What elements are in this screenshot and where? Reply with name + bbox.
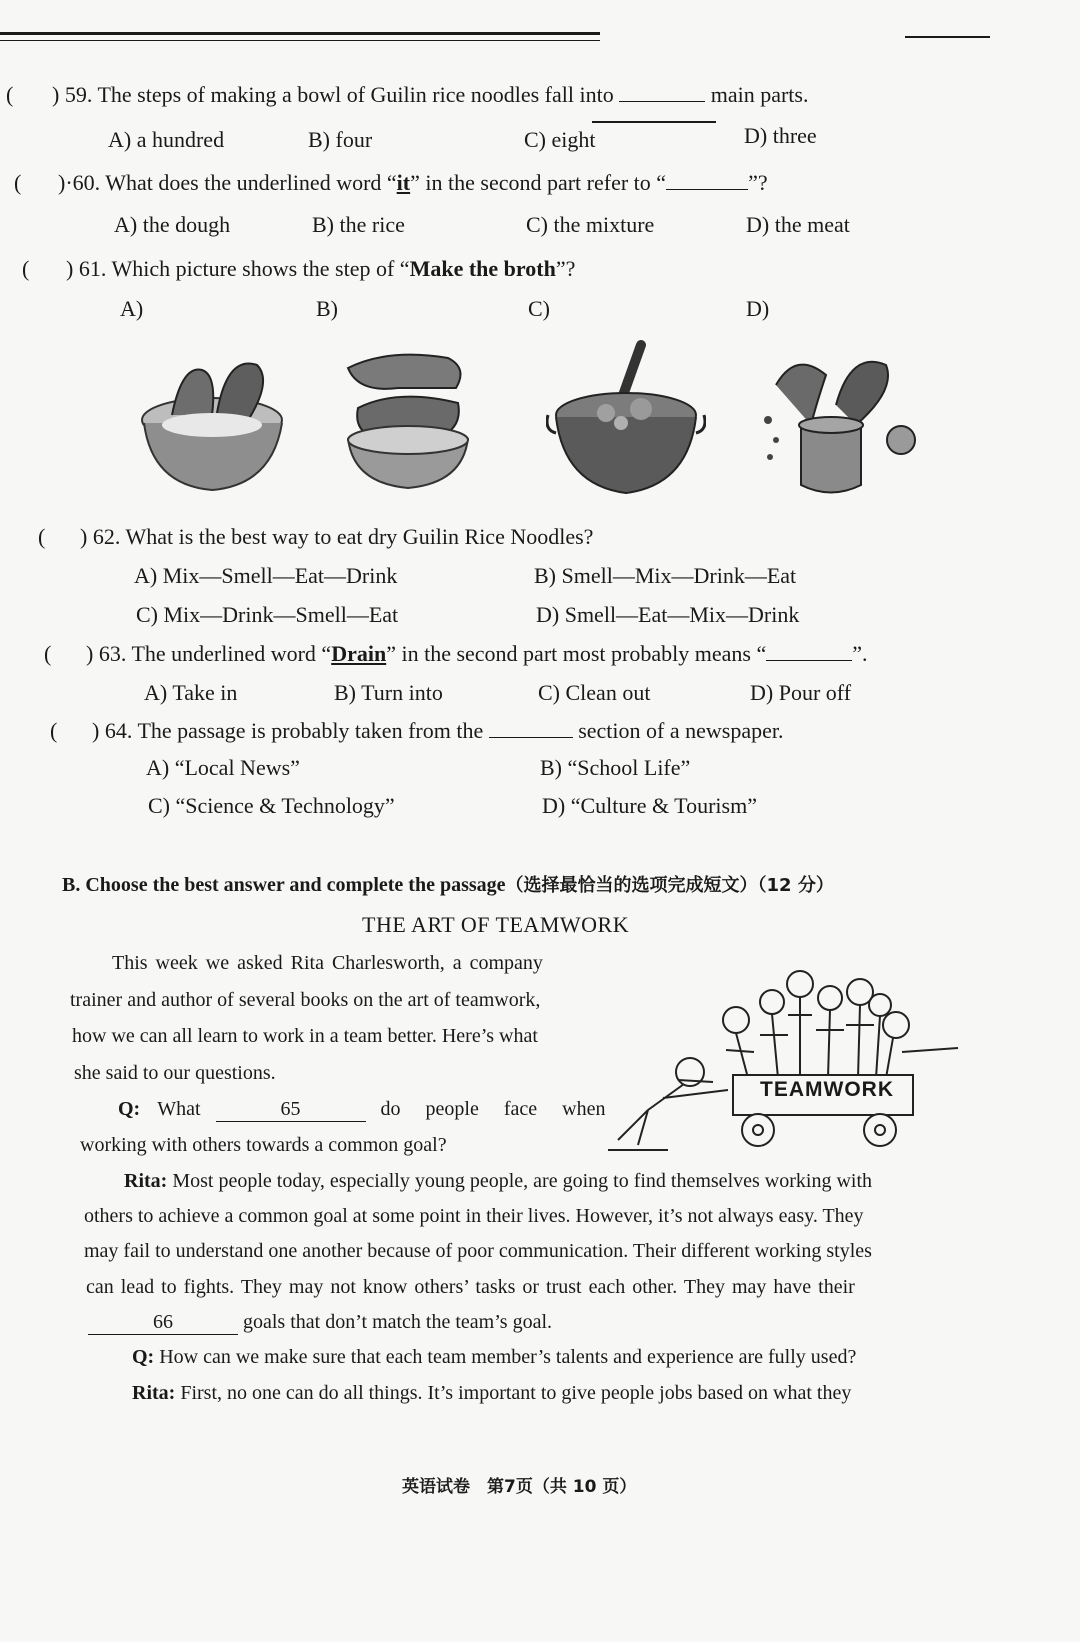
q62-number: ) 62. — [80, 524, 121, 549]
q60-keyword: it — [396, 170, 411, 195]
q61-keyword: Make the broth — [409, 256, 556, 281]
page-footer: 英语试卷 第7页（共 10 页） — [402, 1477, 637, 1497]
top-rule-thick — [0, 32, 600, 35]
q1-line-1 — [118, 1098, 605, 1122]
q2-text: How can we make sure that each team member’s talents and experience are fully used? — [159, 1346, 857, 1368]
stray-line — [592, 121, 716, 123]
q59-stem — [52, 82, 808, 108]
q61-label-a: A) — [120, 296, 144, 321]
q60-option-b: B) the rice — [312, 212, 405, 237]
q1-text-after: do people face when — [380, 1098, 606, 1120]
rita2-text: First, no one can do all things. It’s important to give people jobs based on what they — [180, 1382, 852, 1404]
q63-text: The underlined word “ — [131, 641, 332, 666]
q63-keyword: Drain — [331, 641, 387, 666]
picture-a-bowl-hands — [132, 345, 292, 505]
q61-label-b: B) — [316, 296, 338, 321]
passage-title: THE ART OF TEAMWORK — [362, 912, 630, 937]
q59-option-c: C) eight — [524, 127, 596, 152]
q64-number: ) 64. — [92, 718, 133, 743]
rita-text-1: Most people today, especially young people, are going to find themselves working with — [172, 1170, 872, 1192]
rita2-line — [132, 1382, 851, 1405]
q64-stem — [92, 718, 783, 744]
line-66 — [88, 1311, 552, 1335]
top-rule-thin — [0, 40, 600, 41]
q59-option-d: D) three — [744, 123, 817, 148]
intro-line-2: trainer and author of several books on the art of teamwork, — [70, 989, 541, 1011]
q60-option-a: A) the dough — [114, 212, 231, 237]
section-b-heading-cn: （选择最恰当的选项完成短文）（12 分） — [505, 875, 834, 896]
q59-option-a: A) a hundred — [108, 127, 225, 152]
q59-text-after: main parts. — [710, 82, 809, 107]
blank-66 — [88, 1311, 238, 1335]
q63-paren: ( — [44, 641, 52, 666]
rita-line-2: others to achieve a common goal at some point in their lives. However, it’s not always easy. They — [84, 1205, 864, 1227]
q1-text-before: What — [157, 1098, 201, 1120]
section-b-heading — [62, 871, 834, 897]
q62-option-c: C) Mix—Drink—Smell—Eat — [136, 602, 399, 627]
intro-line-4: she said to our questions. — [74, 1062, 276, 1084]
section-b-heading-en: B. Choose the best answer and complete the passage — [62, 874, 506, 896]
q60-option-d: D) the meat — [746, 212, 850, 237]
q63-number: ) 63. — [86, 641, 127, 666]
q62-option-a: A) Mix—Smell—Eat—Drink — [134, 563, 398, 588]
q59-option-b: B) four — [308, 127, 373, 152]
q64-option-d: D) “Culture & Tourism” — [542, 793, 757, 818]
q59-number: ) 59. — [52, 82, 93, 107]
q62-paren: ( — [38, 524, 46, 549]
q60-blank — [666, 171, 748, 190]
q61-label-d: D) — [746, 296, 770, 321]
q63-blank — [766, 642, 852, 661]
rita-line-1 — [124, 1170, 872, 1193]
q64-paren: ( — [50, 718, 58, 743]
intro-line-3: how we can all learn to work in a team better. Here’s what — [72, 1025, 538, 1047]
q59-text: The steps of making a bowl of Guilin rice noodles fall into — [97, 82, 614, 107]
q60-stem — [58, 170, 768, 196]
q61-paren: ( — [22, 256, 30, 281]
q63-text-mid: ” in the second part most probably means “ — [386, 641, 767, 666]
top-rule-right — [905, 36, 990, 38]
cart-label: TEAMWORK — [760, 1078, 894, 1101]
q60-number: )·60. — [58, 170, 101, 195]
q61-text: Which picture shows the step of “ — [111, 256, 410, 281]
q61-text-after: ”? — [555, 256, 576, 281]
q62-option-d: D) Smell—Eat—Mix—Drink — [536, 602, 800, 627]
line-66-text: goals that don’t match the team’s goal. — [243, 1311, 553, 1333]
q2-line — [132, 1346, 856, 1369]
q64-option-a: A) “Local News” — [146, 755, 300, 780]
q2-label: Q: — [132, 1346, 155, 1368]
rita-line-3: may fail to understand one another because of poor communication. Their different working styles — [84, 1240, 872, 1262]
rita-line-4: can lead to fights. They may not know others’ tasks or trust each other. They may have their — [86, 1276, 855, 1298]
intro-line-1: This week we asked Rita Charlesworth, a company — [112, 952, 543, 974]
picture-d-jar-greens — [756, 345, 926, 505]
q61-label-c: C) — [528, 296, 550, 321]
q60-text: What does the underlined word “ — [105, 170, 397, 195]
q64-option-c: C) “Science & Technology” — [148, 793, 395, 818]
q59-blank — [619, 83, 705, 102]
blank-66-number: 66 — [153, 1311, 173, 1333]
q64-text: The passage is probably taken from the — [137, 718, 484, 743]
q61-stem — [66, 256, 575, 282]
q1-label: Q: — [118, 1098, 141, 1120]
rita2-label: Rita: — [132, 1382, 176, 1404]
q61-number: ) 61. — [66, 256, 107, 281]
q60-option-c: C) the mixture — [526, 212, 655, 237]
q62-text: What is the best way to eat dry Guilin Rice Noodles? — [125, 524, 594, 549]
q1-line-2: working with others towards a common goal? — [80, 1134, 447, 1156]
picture-b-hands-rinsing — [338, 348, 478, 498]
q63-option-b: B) Turn into — [334, 680, 443, 705]
q62-stem — [80, 524, 593, 550]
q64-text-after: section of a newspaper. — [578, 718, 784, 743]
q63-option-c: C) Clean out — [538, 680, 651, 705]
q60-paren: ( — [14, 170, 22, 195]
q63-text-after: ”. — [852, 641, 868, 666]
q62-option-b: B) Smell—Mix—Drink—Eat — [534, 563, 797, 588]
q63-stem — [86, 641, 867, 667]
q60-text-mid: ” in the second part refer to “ — [410, 170, 667, 195]
picture-c-pot-broth — [546, 335, 706, 505]
q60-text-after: ”? — [748, 170, 768, 195]
q63-option-a: A) Take in — [144, 680, 238, 705]
teamwork-cart-illustration — [608, 960, 968, 1155]
q64-option-b: B) “School Life” — [540, 755, 691, 780]
blank-65-number: 65 — [280, 1098, 301, 1120]
q64-blank — [489, 719, 573, 738]
q63-option-d: D) Pour off — [750, 680, 852, 705]
blank-65 — [216, 1098, 366, 1122]
rita-label: Rita: — [124, 1170, 168, 1192]
q59-paren: ( — [6, 82, 14, 107]
